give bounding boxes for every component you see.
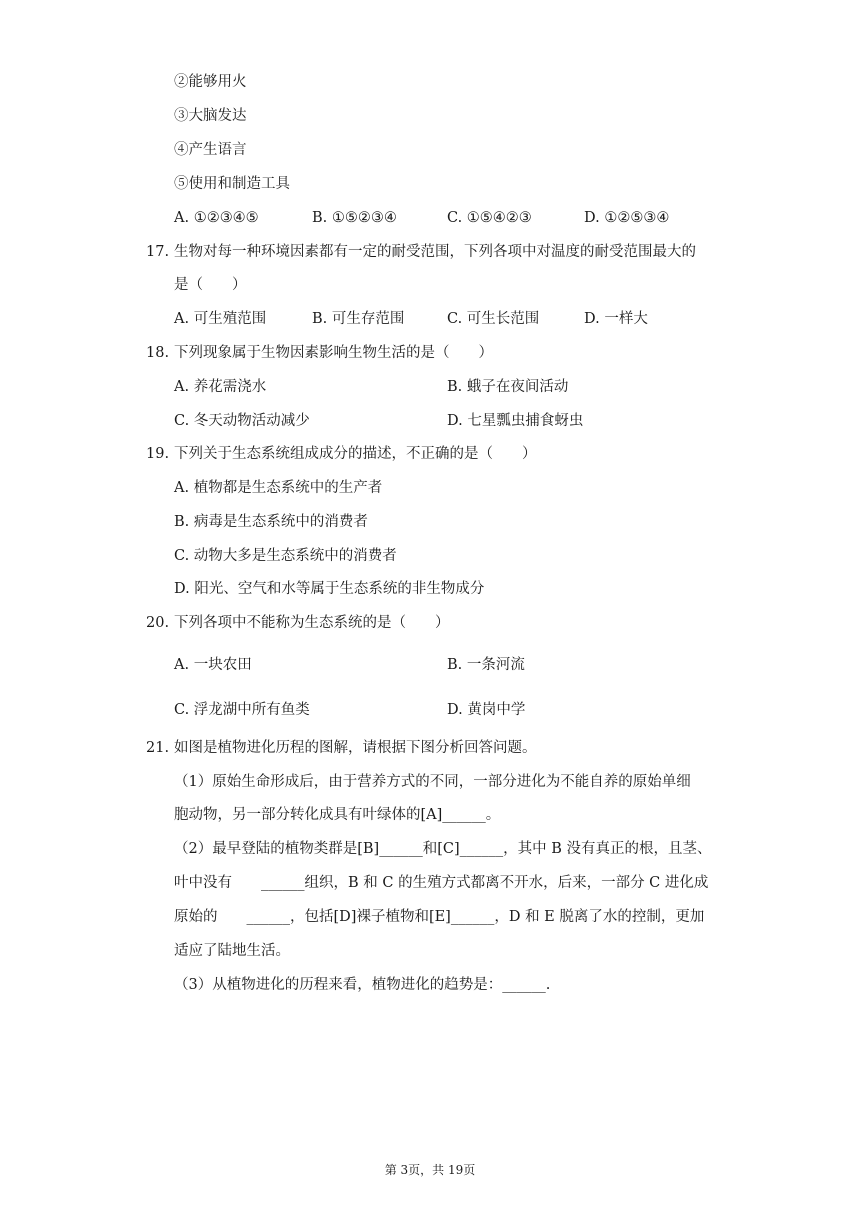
q18-number: 18. — [146, 345, 170, 361]
q19-option-a: A. 植物都是生态系统中的生产者 — [174, 480, 383, 496]
q19-option-b: B. 病毒是生态系统中的消费者 — [174, 514, 368, 530]
q16-item-2: ②能够用火 — [174, 74, 247, 90]
q21-part1-line1: （1）原始生命形成后，由于营养方式的不同，一部分进化为不能自养的原始单细 — [174, 774, 691, 790]
q18-option-a: A. 养花需浇水 — [174, 379, 267, 395]
q18-option-d: D. 七星瓢虫捕食蚜虫 — [447, 413, 584, 429]
q21-part1-line2: 胞动物，另一部分转化成具有叶绿体的[A]______。 — [174, 807, 501, 823]
q20-option-c: C. 浮龙湖中所有鱼类 — [174, 702, 310, 718]
q19-stem: 下列关于生态系统组成成分的描述，不正确的是（ ） — [174, 446, 537, 462]
q20-stem: 下列各项中不能称为生态系统的是（ ） — [174, 615, 450, 631]
q19-number: 19. — [146, 446, 170, 462]
q16-option-d: D. ①②⑤③④ — [584, 210, 670, 226]
q17-option-d: D. 一样大 — [584, 311, 648, 327]
q16-item-4: ④产生语言 — [174, 142, 247, 158]
page-footer: 第 3页，共 19页 — [384, 1163, 476, 1177]
q20-option-d: D. 黄岗中学 — [447, 702, 526, 718]
q19-option-c: C. 动物大多是生态系统中的消费者 — [174, 548, 397, 564]
q20-option-b: B. 一条河流 — [447, 657, 525, 673]
q17-stem-line1: 生物对每一种环境因素都有一定的耐受范围，下列各项中对温度的耐受范围最大的 — [174, 244, 696, 260]
q21-stem: 如图是植物进化历程的图解，请根据下图分析回答问题。 — [174, 740, 537, 756]
q21-part2-line3: 原始的 ______，包括[D]裸子植物和[E]______，D 和 E 脱离了水的控制，更加 — [174, 909, 705, 925]
q21-part2-line4: 适应了陆地生活。 — [174, 943, 290, 959]
q21-part3-line1: （3）从植物进化的历程来看，植物进化的趋势是：______. — [174, 977, 551, 993]
q17-option-a: A. 可生殖范围 — [174, 311, 267, 327]
q16-item-3: ③大脑发达 — [174, 108, 247, 124]
q20-option-a: A. 一块农田 — [174, 657, 252, 673]
q21-part2-line1: （2）最早登陆的植物类群是[B]______和[C]______，其中 B 没有真正的根，且茎、 — [174, 841, 712, 857]
q16-option-c: C. ①⑤④②③ — [447, 210, 532, 226]
q18-option-c: C. 冬天动物活动减少 — [174, 413, 310, 429]
q16-option-a: A. ①②③④⑤ — [174, 210, 259, 226]
q17-option-c: C. 可生长范围 — [447, 311, 540, 327]
q18-stem: 下列现象属于生物因素影响生物生活的是（ ） — [174, 345, 493, 361]
q17-number: 17. — [146, 244, 170, 260]
q17-stem-line2: 是（ ） — [174, 277, 247, 293]
q19-option-d: D. 阳光、空气和水等属于生态系统的非生物成分 — [174, 581, 485, 597]
q20-number: 20. — [146, 615, 170, 631]
q21-part2-line2: 叶中没有 ______组织，B 和 C 的生殖方式都离不开水，后来，一部分 C 进化成 — [174, 875, 709, 891]
q16-item-5: ⑤使用和制造工具 — [174, 176, 290, 192]
q16-option-b: B. ①⑤②③④ — [312, 210, 397, 226]
q17-option-b: B. 可生存范围 — [312, 311, 405, 327]
q21-number: 21. — [146, 740, 170, 756]
q18-option-b: B. 蛾子在夜间活动 — [447, 379, 569, 395]
